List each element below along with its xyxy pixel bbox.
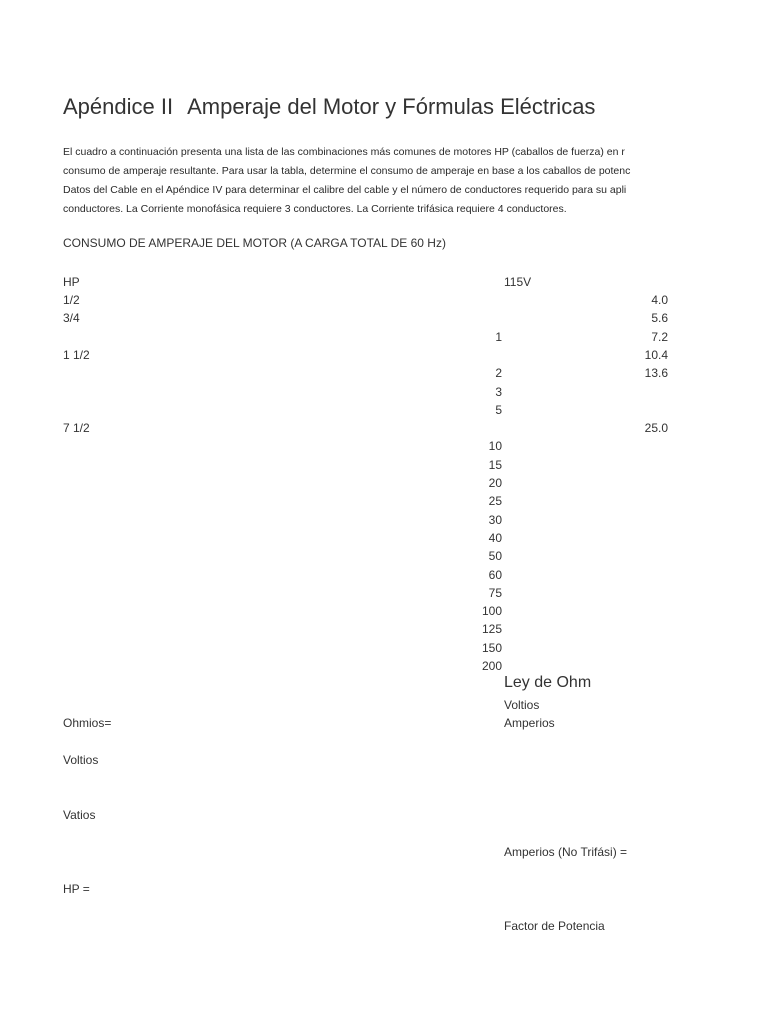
vatios-label: Vatios xyxy=(63,808,96,822)
factor-potencia-label: Factor de Potencia xyxy=(504,919,605,933)
amp-115v-cell: 13.6 xyxy=(644,366,668,380)
title-appendix: Apéndice II xyxy=(63,94,174,119)
hp-cell-right: 5 xyxy=(495,403,502,417)
amp-115v-cell: 25.0 xyxy=(644,421,668,435)
hp-cell-right: 40 xyxy=(488,531,502,545)
hp-cell-right: 15 xyxy=(488,458,502,472)
hp-cell-right: 2 xyxy=(495,366,502,380)
hp-cell-right: 200 xyxy=(481,659,502,673)
hp-cell-right: 100 xyxy=(481,604,502,618)
title-main: Amperaje del Motor y Fórmulas Eléctricas xyxy=(187,94,596,119)
hp-cell-right: 75 xyxy=(488,586,502,600)
ohm-amperios: Amperios xyxy=(504,716,555,730)
amp-115v-cell: 5.6 xyxy=(651,311,668,325)
hp-cell-right: 150 xyxy=(481,641,502,655)
hp-cell-left: 7 1/2 xyxy=(63,421,90,435)
hp-cell-right: 50 xyxy=(488,549,502,563)
hp-cell-right: 20 xyxy=(488,476,502,490)
ohm-law-title: Ley de Ohm xyxy=(504,674,592,691)
hp-cell-left: 3/4 xyxy=(63,311,80,325)
intro-line-2: consumo de amperaje resultante. Para usar la tabla, determine el consumo de amperaje en base a los caballos de potenc xyxy=(63,165,631,177)
hp-cell-right: 125 xyxy=(481,622,502,636)
amp-115v-cell: 4.0 xyxy=(651,293,668,307)
ohmios-label: Ohmios= xyxy=(63,716,112,730)
hp-cell-right: 10 xyxy=(488,439,502,453)
header-hp: HP xyxy=(63,275,80,289)
amperios-no-trifasi-label: Amperios (No Trifási) = xyxy=(504,845,628,859)
hp-cell-right: 1 xyxy=(495,330,502,344)
hp-formula-label: HP = xyxy=(63,882,90,896)
page-title xyxy=(63,94,595,120)
hp-cell-left: 1/2 xyxy=(63,293,80,307)
hp-cell-right: 60 xyxy=(488,568,502,582)
amp-115v-cell: 7.2 xyxy=(651,330,668,344)
amp-115v-cell: 10.4 xyxy=(644,348,668,362)
hp-cell-right: 30 xyxy=(488,513,502,527)
voltios-label: Voltios xyxy=(63,753,99,767)
hp-cell-right: 25 xyxy=(488,494,502,508)
hp-cell-left: 1 1/2 xyxy=(63,348,90,362)
hp-cell-right: 3 xyxy=(495,385,502,399)
header-115v: 115V xyxy=(504,275,532,289)
intro-line-3: Datos del Cable en el Apéndice IV para determinar el calibre del cable y el número de conductores requerido para su apli xyxy=(63,184,627,196)
intro-line-4: conductores. La Corriente monofásica requiere 3 conductores. La Corriente trifásica requiere 4 conductores. xyxy=(63,203,567,215)
table-title: CONSUMO DE AMPERAJE DEL MOTOR (A CARGA TOTAL DE 60 Hz) xyxy=(63,236,446,250)
ohm-voltios: Voltios xyxy=(504,698,540,712)
intro-line-1: El cuadro a continuación presenta una lista de las combinaciones más comunes de motores HP (caballos de fuerza) en r xyxy=(63,146,625,158)
